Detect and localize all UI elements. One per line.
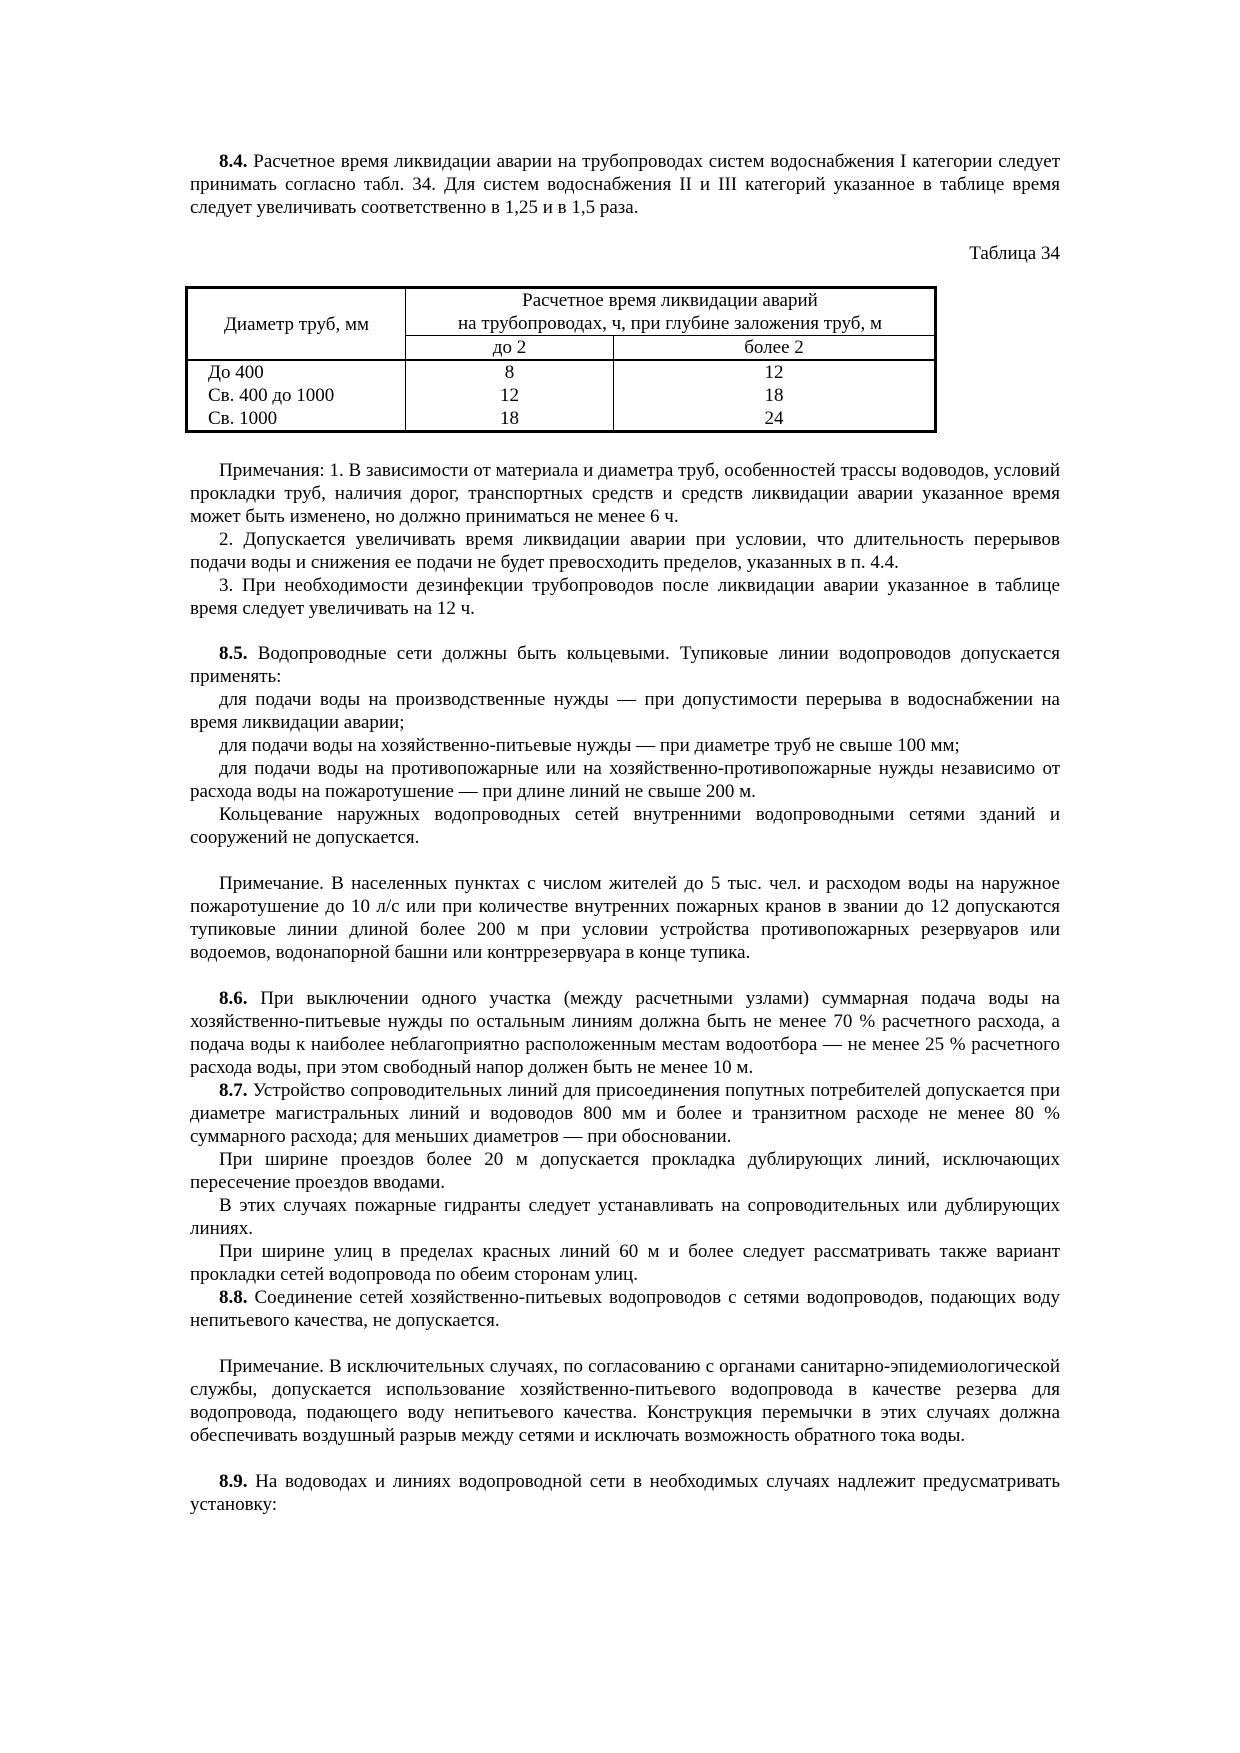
- section-number: 8.4.: [219, 151, 248, 172]
- paragraph: для подачи воды на производственные нужды — при допустимости перерыва в водоснабжении на время ликвидации аварии;: [190, 689, 1060, 733]
- cell-diameter: Св. 400 до 1000: [187, 384, 406, 407]
- section-text: Расчетное время ликвидации аварии на трубопроводах систем водоснабжения I категории следует принимать согласно табл. 34. Для систем водоснабжения II и III категорий указанное в таблице время следует увеличивать соответственно в 1,25 и в 1,5 раза.: [190, 151, 1061, 218]
- document-page: [190, 150, 1060, 1516]
- header-time: [406, 288, 936, 336]
- section-8-6: [190, 987, 1060, 1079]
- cell-time-depth-1: 12: [406, 384, 614, 407]
- table-caption: Таблица 34: [969, 243, 1060, 264]
- paragraph: При ширине улиц в пределах красных линий 60 м и более следует рассматривать также вариант прокладки сетей водопровода по обеим сторонам улиц.: [190, 1241, 1060, 1285]
- note-8-5: Примечание. В населенных пунктах с числом жителей до 5 тыс. чел. и расходом воды на наружное пожаротушение до 10 л/с или при количестве внутренних пожарных кранов в звании до 12 допускаются тупиковые линии длиной более 200 м при условии устройства противопожарных резервуаров или водоемов, водонапорной башни или контррезервуара в конце тупика.: [190, 873, 1060, 963]
- section-text: Соединение сетей хозяйственно-питьевых водопроводов с сетями водопроводов, подающих воду непитьевого качества, не допускается.: [190, 1287, 1061, 1331]
- section-number: 8.5.: [219, 643, 248, 664]
- section-8-4: [190, 150, 1060, 219]
- table-row: [187, 407, 936, 432]
- notes-8-4: [190, 459, 1060, 620]
- table-row: [187, 384, 936, 407]
- cell-time-depth-2: 24: [614, 407, 936, 432]
- cell-diameter: До 400: [187, 360, 406, 384]
- note-8-8: Примечание. В исключительных случаях, по согласованию с органами санитарно-эпидемиологической службы, допускается использование хозяйственно-питьевого водопровода в качестве резерва для водопровода, подающего воду непитьевого качества. Конструкция перемычки в этих случаях должна обеспечивать воздушный разрыв между сетями и исключать возможность обратного тока воды.: [190, 1356, 1060, 1446]
- paragraph: Кольцевание наружных водопроводных сетей внутренними водопроводными сетями зданий и сооружений не допускается.: [190, 804, 1060, 848]
- table-34: [185, 286, 937, 433]
- header-diameter: Диаметр труб, мм: [187, 288, 406, 361]
- section-text: На водоводах и линиях водопроводной сети в необходимых случаях надлежит предусматривать установку:: [190, 1471, 1060, 1515]
- table-row: [187, 360, 936, 384]
- section-number: 8.6.: [219, 988, 248, 1009]
- section-number: 8.8.: [219, 1287, 248, 1308]
- cell-time-depth-2: 18: [614, 384, 936, 407]
- header-depth-1: до 2: [406, 336, 614, 361]
- header-depth-2: более 2: [614, 336, 936, 361]
- section-number: 8.9.: [219, 1471, 248, 1492]
- spacer: [190, 964, 1060, 987]
- header-time-line1: Расчетное время ликвидации аварий: [522, 290, 818, 311]
- section-text: Устройство сопроводительных линий для присоединения попутных потребителей допускается при диаметре магистральных линий и водоводов 800 мм и более и транзитном расходе не менее 80 % суммарного расхода; для меньших диаметров — при обосновании.: [190, 1080, 1060, 1147]
- spacer: [190, 849, 1060, 872]
- note-1: Примечания: 1. В зависимости от материала и диаметра труб, особенностей трассы водоводов, условий прокладки труб, наличия дорог, транспортных средств и средств ликвидации аварии указанное время может быть изменено, но должно приниматься не менее 6 ч.: [190, 460, 1060, 527]
- table-header-row: [187, 288, 936, 336]
- cell-time-depth-1: 8: [406, 360, 614, 384]
- section-text: При выключении одного участка (между расчетными узлами) суммарная подача воды на хозяйственно-питьевые нужды по остальным линиям должна быть не менее 70 % расчетного расхода, а подача воды к наиболее неблагоприятно расположенным местам водоотбора — не менее 25 % расчетного расхода воды, при этом свободный напор должен быть не менее 10 м.: [190, 988, 1060, 1078]
- header-time-line2: на трубопроводах, ч, при глубине заложения труб, м: [458, 313, 882, 334]
- note-3: 3. При необходимости дезинфекции трубопроводов после ликвидации аварии указанное в таблице время следует увеличивать на 12 ч.: [190, 575, 1060, 619]
- section-8-5: [190, 642, 1060, 688]
- section-8-7: [190, 1079, 1060, 1148]
- spacer: [190, 620, 1060, 642]
- spacer: [190, 1447, 1060, 1470]
- paragraph: При ширине проездов более 20 м допускается прокладка дублирующих линий, исключающих пересечение проездов вводами.: [190, 1149, 1060, 1193]
- note-2: 2. Допускается увеличивать время ликвидации аварии при условии, что длительность перерывов подачи воды и снижения ее подачи не будет превосходить пределов, указанных в п. 4.4.: [190, 529, 1060, 573]
- cell-diameter: Св. 1000: [187, 407, 406, 432]
- section-8-8: [190, 1286, 1060, 1332]
- paragraph: В этих случаях пожарные гидранты следует устанавливать на сопроводительных или дублирующих линиях.: [190, 1195, 1060, 1239]
- cell-time-depth-2: 12: [614, 360, 936, 384]
- paragraph: для подачи воды на хозяйственно-питьевые нужды — при диаметре труб не свыше 100 мм;: [219, 735, 960, 756]
- section-8-9: [190, 1470, 1060, 1516]
- section-text: Водопроводные сети должны быть кольцевыми. Тупиковые линии водопроводов допускается применять:: [190, 643, 1061, 687]
- cell-time-depth-1: 18: [406, 407, 614, 432]
- spacer: [190, 1332, 1060, 1355]
- section-number: 8.7.: [219, 1080, 248, 1101]
- paragraph: для подачи воды на противопожарные или на хозяйственно-противопожарные нужды независимо от расхода воды на пожаротушение — при длине линий не свыше 200 м.: [190, 758, 1060, 802]
